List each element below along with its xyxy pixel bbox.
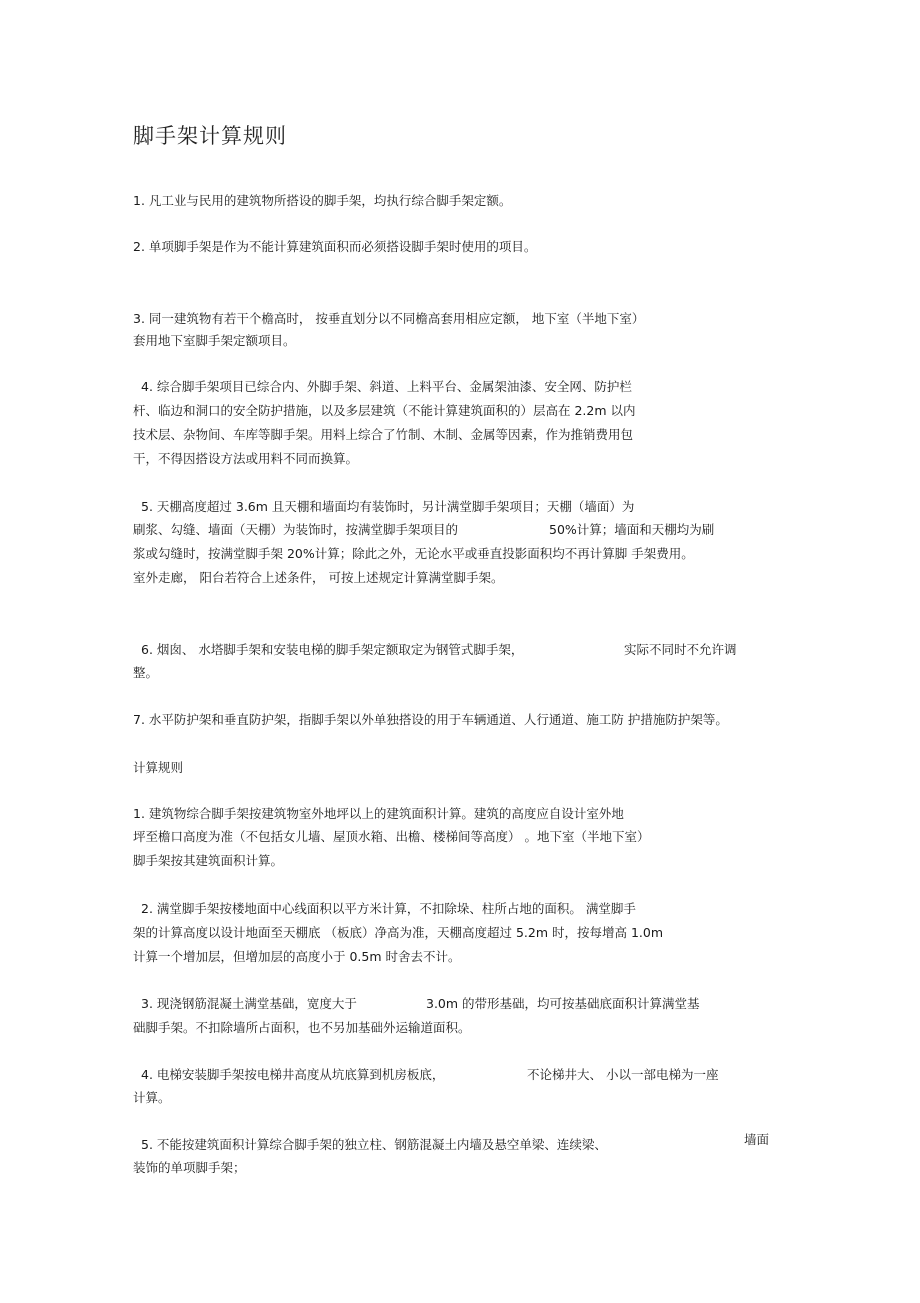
rule-5-line-1: 5. 天棚高度超过 3.6m 且天棚和墙面均有装饰时，另计满堂脚手架项目；天棚（墙面）为 [141,499,635,514]
section-heading: 计算规则 [133,760,184,775]
rule-4-line-4: 干，不得因搭设方法或用料不同而换算。 [133,451,359,466]
page-title: 脚手架计算规则 [133,124,287,148]
rule-6-line-2: 整。 [133,665,159,680]
calc-rule-5-line-2: 装饰的单项脚手架； [133,1160,246,1175]
calc-rule-1-line-2: 坪至檐口高度为准（不包括女儿墙、屋顶水箱、出檐、楼梯间等高度） 。地下室（半地下室） [133,829,650,844]
calc-rule-4-line-1a: 4. 电梯安装脚手架按电梯井高度从坑底算到机房板底， [141,1067,445,1082]
calc-rule-2-line-1: 2. 满堂脚手架按楼地面中心线面积以平方米计算，不扣除垛、柱所占地的面积。 满堂脚手 [141,901,636,916]
rule-4-line-2: 杆、临边和洞口的安全防护措施，以及多层建筑（不能计算建筑面积的）层高在 2.2m 以内 [133,403,636,418]
rule-1-line-1: 1. 凡工业与民用的建筑物所搭设的脚手架，均执行综合脚手架定额。 [133,193,512,208]
rule-6-line-1b: 实际不同时不允许调 [624,642,737,657]
rule-4-line-3: 技术层、杂物间、车库等脚手架。用料上综合了竹制、木制、金属等因素，作为推销费用包 [133,427,634,442]
calc-rule-3-line-1a: 3. 现浇钢筋混凝土满堂基础，宽度大于 [141,996,357,1011]
calc-rule-1-line-1: 1. 建筑物综合脚手架按建筑物室外地坪以上的建筑面积计算。建筑的高度应自设计室外地 [133,806,624,821]
calc-rule-2-line-3: 计算一个增加层，但增加层的高度小于 0.5m 时舍去不计。 [133,949,461,964]
rule-3-line-2: 套用地下室脚手架定额项目。 [133,333,296,348]
calc-rule-5-line-1a: 5. 不能按建筑面积计算综合脚手架的独立柱、钢筋混凝土内墙及悬空单梁、连续梁、 [141,1137,607,1152]
rule-5-line-2b: 50%计算；墙面和天棚均为刷 [549,522,715,537]
rule-7-line-1: 7. 水平防护架和垂直防护架，指脚手架以外单独搭设的用于车辆通道、人行通道、施工防 护措施防护架等。 [133,712,728,727]
rule-6-line-1a: 6. 烟囱、 水塔脚手架和安装电梯的脚手架定额取定为钢管式脚手架， [141,642,524,657]
calc-rule-3-line-1b: 3.0m 的带形基础，均可按基础底面积计算满堂基 [426,996,700,1011]
rule-5-line-4: 室外走廊， 阳台若符合上述条件， 可按上述规定计算满堂脚手架。 [133,570,504,585]
rule-2-line-1: 2. 单项脚手架是作为不能计算建筑面积而必须搭设脚手架时使用的项目。 [133,239,537,254]
calc-rule-1-line-3: 脚手架按其建筑面积计算。 [133,853,284,868]
rule-5-line-2a: 刷浆、勾缝、墙面（天棚）为装饰时，按满堂脚手架项目的 [133,522,459,537]
calc-rule-3-line-2: 础脚手架。不扣除墙所占面积，也不另加基础外运输道面积。 [133,1020,471,1035]
rule-4-line-1: 4. 综合脚手架项目已综合内、外脚手架、斜道、上料平台、金属架油漆、安全网、防护栏 [141,379,632,394]
rule-3-line-1: 3. 同一建筑物有若干个檐高时， 按垂直划分以不同檐高套用相应定额， 地下室（半地下室） [133,311,645,326]
calc-rule-4-line-2: 计算。 [133,1090,171,1105]
calc-rule-2-line-2: 架的计算高度以设计地面至天棚底 （板底）净高为准，天棚高度超过 5.2m 时，按每增高 1.0m [133,925,664,940]
calc-rule-4-line-1b: 不论梯井大、 小以一部电梯为一座 [527,1067,719,1082]
rule-5-line-3: 浆或勾缝时，按满堂脚手架 20%计算；除此之外，无论水平或垂直投影面积均不再计算脚 手架费用。 [133,546,694,561]
calc-rule-5-line-1b: 墙面 [744,1132,770,1147]
